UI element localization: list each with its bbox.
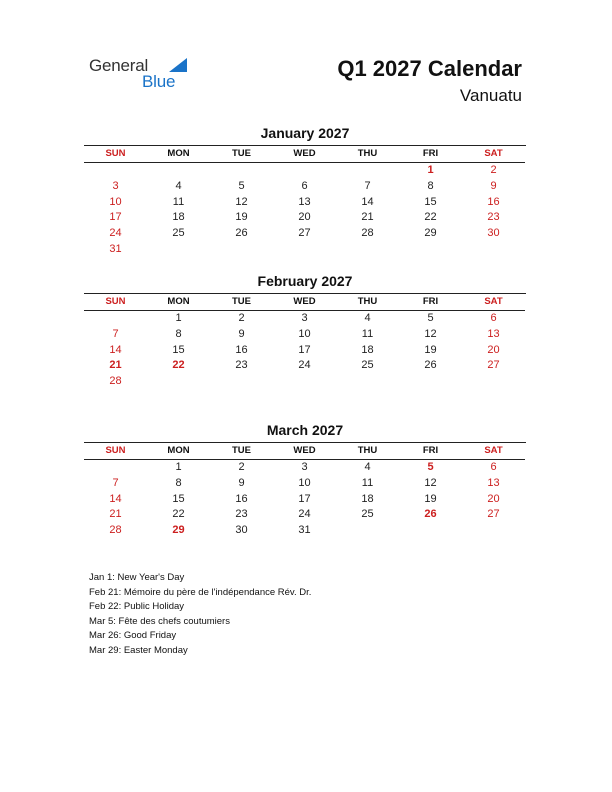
day-cell: 31 bbox=[298, 524, 311, 536]
day-cell: 22 bbox=[424, 211, 437, 224]
weekday-header: WED bbox=[273, 294, 336, 311]
day-cell: 6 bbox=[490, 312, 497, 324]
holiday-note: Mar 26: Good Friday bbox=[89, 630, 177, 641]
day-cell: 24 bbox=[109, 227, 122, 239]
holiday-day-cell: 21 bbox=[109, 359, 122, 372]
month-title: February 2027 bbox=[257, 273, 353, 289]
empty-cell bbox=[84, 163, 147, 179]
day-cell: 3 bbox=[301, 312, 308, 324]
day-cell: 1 bbox=[175, 461, 182, 473]
holiday-day-cell: 29 bbox=[172, 524, 185, 536]
calendar-grid bbox=[84, 294, 526, 390]
day-cell: 14 bbox=[109, 492, 122, 505]
holiday-day-cell: 5 bbox=[427, 461, 434, 473]
day-cell: 21 bbox=[361, 211, 374, 224]
day-cell: 9 bbox=[238, 476, 245, 489]
day-cell: 10 bbox=[298, 476, 311, 489]
weekday-header: SUN bbox=[84, 146, 147, 163]
weekday-header: SAT bbox=[462, 146, 525, 163]
day-cell: 18 bbox=[361, 492, 374, 505]
weekday-header: FRI bbox=[399, 294, 462, 311]
day-cell: 4 bbox=[364, 461, 371, 473]
day-cell: 30 bbox=[235, 524, 248, 536]
day-cell: 4 bbox=[364, 312, 371, 324]
day-cell: 28 bbox=[109, 524, 122, 536]
day-cell: 25 bbox=[172, 227, 185, 239]
day-cell: 15 bbox=[424, 195, 437, 208]
day-cell: 25 bbox=[361, 359, 374, 372]
day-cell: 22 bbox=[172, 508, 185, 521]
logo-text-general: General bbox=[89, 56, 149, 75]
day-cell: 13 bbox=[487, 476, 500, 489]
day-cell: 17 bbox=[109, 211, 122, 224]
day-cell: 19 bbox=[424, 492, 437, 505]
day-cell: 5 bbox=[238, 179, 245, 192]
weekday-header: MON bbox=[147, 146, 210, 163]
day-cell: 28 bbox=[109, 375, 122, 387]
day-cell: 15 bbox=[172, 343, 185, 356]
day-cell: 7 bbox=[112, 327, 119, 340]
day-cell: 13 bbox=[298, 195, 311, 208]
day-cell: 23 bbox=[487, 211, 500, 224]
day-cell: 19 bbox=[424, 343, 437, 356]
weekday-header: FRI bbox=[399, 443, 462, 460]
day-cell: 18 bbox=[172, 211, 185, 224]
holiday-note: Mar 29: Easter Monday bbox=[89, 644, 188, 656]
holiday-note: Jan 1: New Year's Day bbox=[89, 572, 185, 583]
empty-cell bbox=[84, 311, 147, 327]
day-cell: 12 bbox=[424, 327, 437, 340]
day-cell: 13 bbox=[487, 327, 500, 340]
weekday-header: THU bbox=[336, 146, 399, 163]
weekday-header: MON bbox=[147, 443, 210, 460]
weekday-header: TUE bbox=[210, 146, 273, 163]
day-cell: 2 bbox=[238, 312, 245, 324]
page-title: Q1 2027 Calendar bbox=[337, 56, 522, 81]
day-cell: 10 bbox=[109, 195, 122, 208]
day-cell: 17 bbox=[298, 492, 311, 505]
weekday-header: THU bbox=[336, 294, 399, 311]
weekday-header: SAT bbox=[462, 294, 525, 311]
month-title: January 2027 bbox=[260, 125, 350, 141]
day-cell: 20 bbox=[487, 343, 500, 356]
day-cell: 26 bbox=[424, 359, 437, 372]
day-cell: 12 bbox=[424, 476, 437, 489]
day-cell: 4 bbox=[175, 179, 182, 192]
day-cell: 11 bbox=[361, 476, 374, 489]
day-cell: 9 bbox=[238, 327, 245, 340]
calendar-grid bbox=[84, 146, 526, 258]
day-cell: 3 bbox=[301, 461, 308, 473]
day-cell: 21 bbox=[109, 508, 122, 521]
day-cell: 16 bbox=[235, 492, 248, 505]
calendar-grid bbox=[84, 443, 526, 539]
logo-text-blue: Blue bbox=[142, 72, 176, 91]
day-cell: 18 bbox=[361, 343, 374, 356]
generalblue-logo bbox=[89, 56, 199, 96]
empty-cell bbox=[210, 163, 273, 179]
day-cell: 14 bbox=[109, 343, 122, 356]
holiday-day-cell: 26 bbox=[424, 508, 437, 521]
day-cell: 8 bbox=[175, 327, 182, 340]
day-cell: 16 bbox=[487, 195, 500, 208]
empty-cell bbox=[273, 163, 336, 179]
empty-cell bbox=[336, 163, 399, 179]
day-cell: 11 bbox=[172, 195, 185, 208]
day-cell: 19 bbox=[235, 211, 248, 224]
month-february bbox=[84, 272, 526, 390]
day-cell: 12 bbox=[235, 195, 248, 208]
day-cell: 8 bbox=[175, 476, 182, 489]
holiday-note: Feb 22: Public Holiday bbox=[89, 601, 185, 612]
day-cell: 28 bbox=[361, 227, 374, 239]
day-cell: 3 bbox=[112, 179, 119, 192]
weekday-header: SAT bbox=[462, 443, 525, 460]
day-cell: 6 bbox=[301, 179, 308, 192]
month-title: March 2027 bbox=[266, 422, 344, 438]
day-cell: 26 bbox=[235, 227, 248, 239]
day-cell: 7 bbox=[112, 476, 119, 489]
weekday-header: WED bbox=[273, 443, 336, 460]
logo-triangle-icon bbox=[169, 58, 187, 72]
day-cell: 11 bbox=[361, 327, 374, 340]
weekday-header: TUE bbox=[210, 294, 273, 311]
weekday-header: TUE bbox=[210, 443, 273, 460]
day-cell: 24 bbox=[298, 508, 311, 521]
day-cell: 7 bbox=[364, 179, 371, 192]
day-cell: 27 bbox=[487, 359, 500, 372]
weekday-header: THU bbox=[336, 443, 399, 460]
day-cell: 24 bbox=[298, 359, 311, 372]
holiday-note: Feb 21: Mémoire du père de l'indépendance Rév. Dr. bbox=[89, 586, 312, 598]
day-cell: 23 bbox=[235, 508, 248, 521]
day-cell: 5 bbox=[427, 312, 434, 324]
country-name: Vanuatu bbox=[459, 86, 522, 105]
day-cell: 10 bbox=[298, 327, 311, 340]
weekday-header: SUN bbox=[84, 294, 147, 311]
month-march bbox=[84, 421, 526, 539]
day-cell: 1 bbox=[175, 312, 182, 324]
weekday-header: SUN bbox=[84, 443, 147, 460]
empty-cell bbox=[147, 163, 210, 179]
day-cell: 31 bbox=[109, 242, 122, 255]
day-cell: 15 bbox=[172, 492, 185, 505]
empty-cell bbox=[84, 460, 147, 476]
weekday-header: FRI bbox=[399, 146, 462, 163]
holiday-notes bbox=[89, 571, 311, 658]
day-cell: 14 bbox=[361, 195, 374, 208]
day-cell: 16 bbox=[235, 343, 248, 356]
day-cell: 2 bbox=[490, 164, 497, 176]
day-cell: 2 bbox=[238, 461, 245, 473]
holiday-note: Mar 5: Fête des chefs coutumiers bbox=[89, 615, 230, 627]
day-cell: 23 bbox=[235, 359, 248, 372]
weekday-header: MON bbox=[147, 294, 210, 311]
day-cell: 20 bbox=[487, 492, 500, 505]
day-cell: 6 bbox=[490, 461, 497, 473]
holiday-day-cell: 1 bbox=[427, 164, 434, 176]
day-cell: 20 bbox=[298, 211, 311, 224]
day-cell: 30 bbox=[487, 227, 500, 239]
day-cell: 9 bbox=[490, 179, 497, 192]
weekday-header: WED bbox=[273, 146, 336, 163]
day-cell: 27 bbox=[298, 227, 311, 239]
day-cell: 17 bbox=[298, 343, 311, 356]
day-cell: 25 bbox=[361, 508, 374, 521]
day-cell: 29 bbox=[424, 227, 437, 239]
holiday-day-cell: 22 bbox=[172, 359, 185, 372]
month-january bbox=[84, 124, 526, 258]
day-cell: 8 bbox=[427, 179, 434, 192]
day-cell: 27 bbox=[487, 508, 500, 521]
